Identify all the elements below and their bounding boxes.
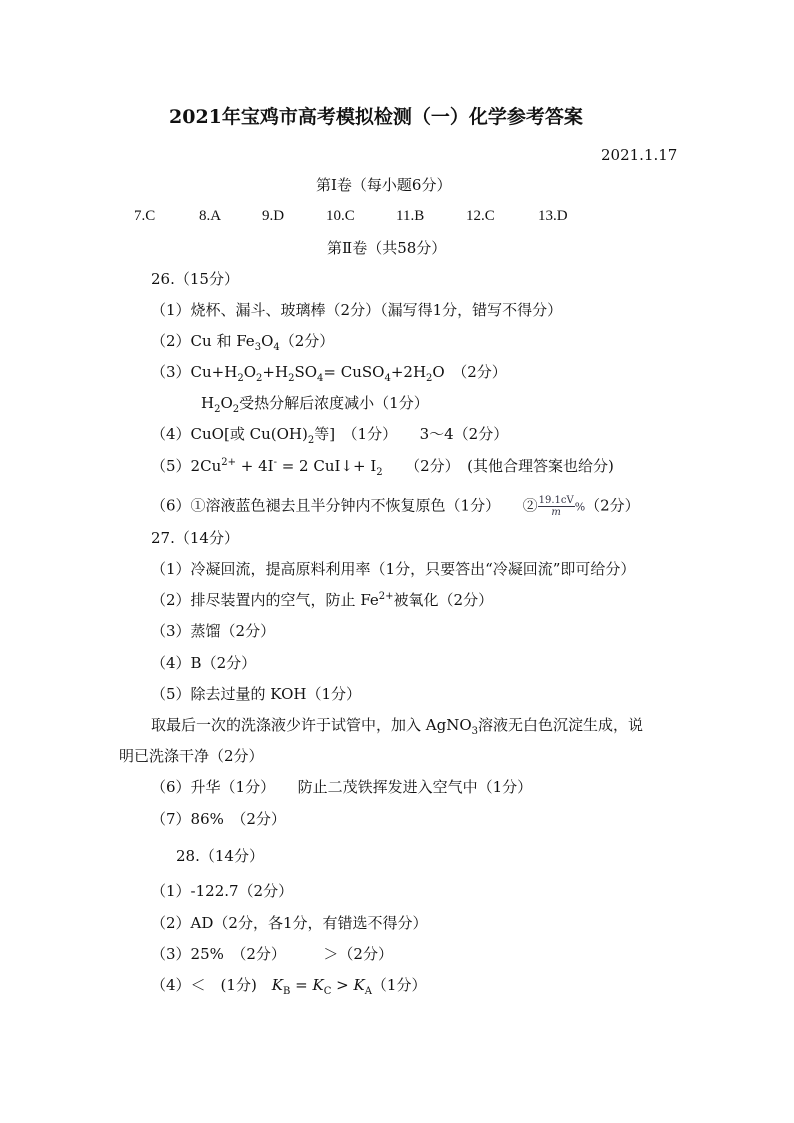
q28-answer-1: （1）-122.7（2分） (151, 882, 294, 900)
q26-answer-5: $(5)2Cu^{2+} + 4I^- = 2$ CuI↓+ $I_2$ （2分） (其他合理答案也给分) (151, 457, 614, 478)
mc-answer: 7.C (134, 208, 156, 224)
q26-answer-3b: $H_2O_2$受热分解后浓度减小（1分） (201, 394, 429, 415)
q26-answer-6: （6）①溶液蓝色褪去且半分钟内不恢复原色（1分） ② $\frac{19.1cV}{m}$ %（2分） (151, 495, 640, 518)
q28-answer-2: （2）AD（2分，各1分，有错选不得分） (151, 914, 428, 932)
q27-answer-5: （5）除去过量的 KOH（1分） (151, 685, 362, 703)
part2-header: 第Ⅱ卷（共58分） (327, 239, 447, 257)
q28-answer-4: （4）＜ (1分) $K_B = K_C > K_A(1$分） (151, 976, 427, 997)
q26-heading: 26.（15分） (151, 270, 239, 288)
mc-answer: 13.D (538, 208, 568, 224)
q27-answer-1: （1）冷凝回流，提高原料利用率（1分，只要答出“冷凝回流”即可给分） (151, 560, 636, 578)
q27-answer-3: （3）蒸馏（2分） (151, 622, 276, 640)
formula-fraction: $\frac{19.1cV}{m}$ (538, 495, 574, 518)
q27-answer-7: （7）86% （2分） (151, 810, 286, 828)
mc-answer: 9.D (262, 208, 285, 224)
part1-header: 第Ⅰ卷（每小题6分） (316, 176, 452, 194)
date: 2021.1.17 (601, 146, 678, 164)
mc-answer: 11.B (396, 208, 425, 224)
q26-answer-1: （1）烧杯、漏斗、玻璃棒（2分）（漏写得1分，错写不得分） (151, 301, 563, 319)
q27-answer-4: （4）B（2分） (151, 654, 257, 672)
q27-answer-6: （6）升华（1分） 防止二茂铁挥发进入空气中（1分） (151, 778, 533, 796)
q28-heading: 28.（14分） (176, 847, 264, 865)
q26-answer-2: （2）Cu 和 $Fe_3O_4(2$分） (151, 332, 335, 353)
q27-heading: 27.（14分） (151, 529, 239, 547)
page-title: 2021年宝鸡市高考模拟检测（一）化学参考答案 (169, 106, 583, 128)
q28-answer-3: （3）25% （2分） ＞（2分） (151, 945, 393, 963)
q26-answer-4: （4）CuO[或 $Cu(OH)_2$等] （1分） 3～4（2分） (151, 425, 509, 446)
q26-answer-3: $(3)Cu+H_2O_2+H_2SO_4=$ $CuSO_4+2H_2O$ （2分） (151, 363, 507, 384)
mc-answer: 10.C (326, 208, 355, 224)
q27-answer-5c: 明已洗涤干净（2分） (119, 747, 264, 765)
q27-answer-2: （2）排尽装置内的空气，防止 $Fe^{2+}$被氧化（2分） (151, 591, 494, 609)
mc-answer: 12.C (466, 208, 495, 224)
q27-answer-5b: 取最后一次的洗涤液少许于试管中，加入 AgNO$_3$溶液无白色沉淀生成，说 (151, 716, 644, 737)
mc-answer: 8.A (199, 208, 222, 224)
